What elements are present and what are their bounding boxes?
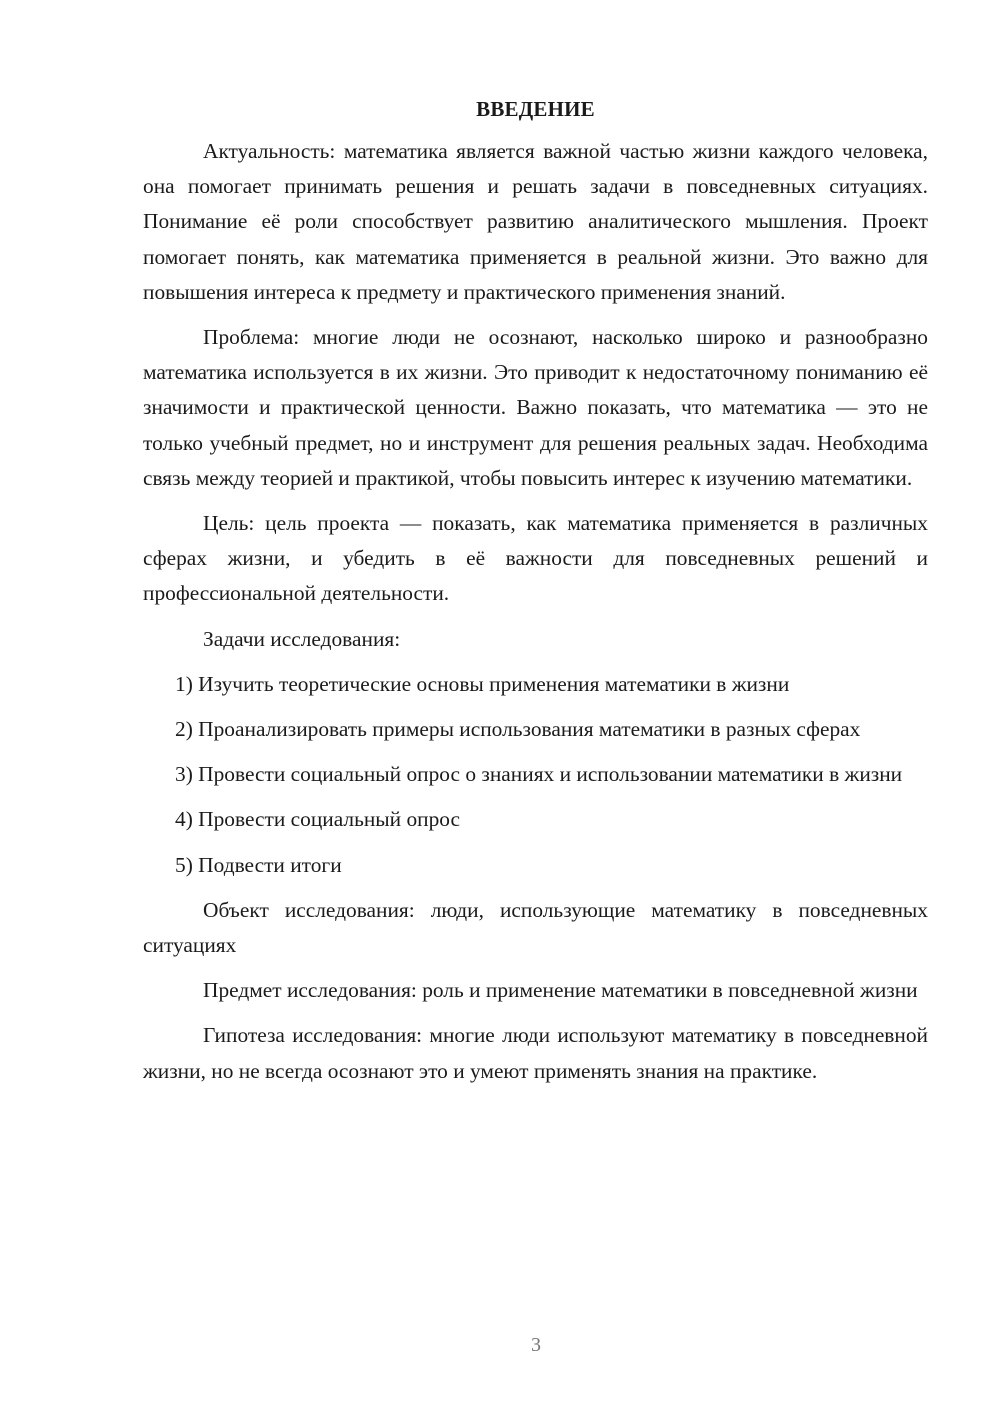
paragraph-hypothesis: Гипотеза исследования: многие люди используют математику в повседневной жизни, но не всегда осознают это и умеют применять знания на практике. <box>143 1023 928 1083</box>
tasks-title: Задачи исследования: <box>203 626 401 651</box>
paragraph-goal: Цель: цель проекта — показать, как математика применяется в различных сферах жизни, и убедить в её важности для повседневных решений и профессиональной деятельности. <box>143 511 928 606</box>
page-title: ВВЕДЕНИЕ <box>476 97 595 121</box>
list-item: 5) Подвести итоги <box>175 852 342 877</box>
paragraph-relevance: Актуальность: математика является важной частью жизни каждого человека, она помогает принимать решения и решать задачи в повседневных ситуациях. Понимание её роли способствует развитию аналитического мышления. Проект помогает понять, как математика применяется в реальной жизни. Это важно для повышения интереса к предмету и практического применения знаний. <box>143 139 928 304</box>
paragraph-problem: Проблема: многие люди не осознают, насколько широко и разнообразно математика используется в их жизни. Это приводит к недостаточному пониманию её значимости и практической ценности. Важно показать, что математика — это не только учебный предмет, но и инструмент для решения реальных задач. Необходима связь между теорией и практикой, чтобы повысить интерес к изучению математики. <box>143 325 928 490</box>
document-page <box>143 92 928 1089</box>
page-number: 3 <box>531 1334 541 1356</box>
list-item: 4) Провести социальный опрос <box>175 807 461 832</box>
list-item: 1) Изучить теоретические основы применения математики в жизни <box>175 671 790 696</box>
list-item: 2) Проанализировать примеры использования математики в разных сферах <box>175 717 861 742</box>
paragraph-subject: Предмет исследования: роль и применение математики в повседневной жизни <box>203 978 918 1003</box>
paragraph-object: Объект исследования: люди, использующие математику в повседневных ситуациях <box>143 897 928 958</box>
list-item: 3) Провести социальный опрос о знаниях и использовании математики в жизни <box>175 762 903 787</box>
